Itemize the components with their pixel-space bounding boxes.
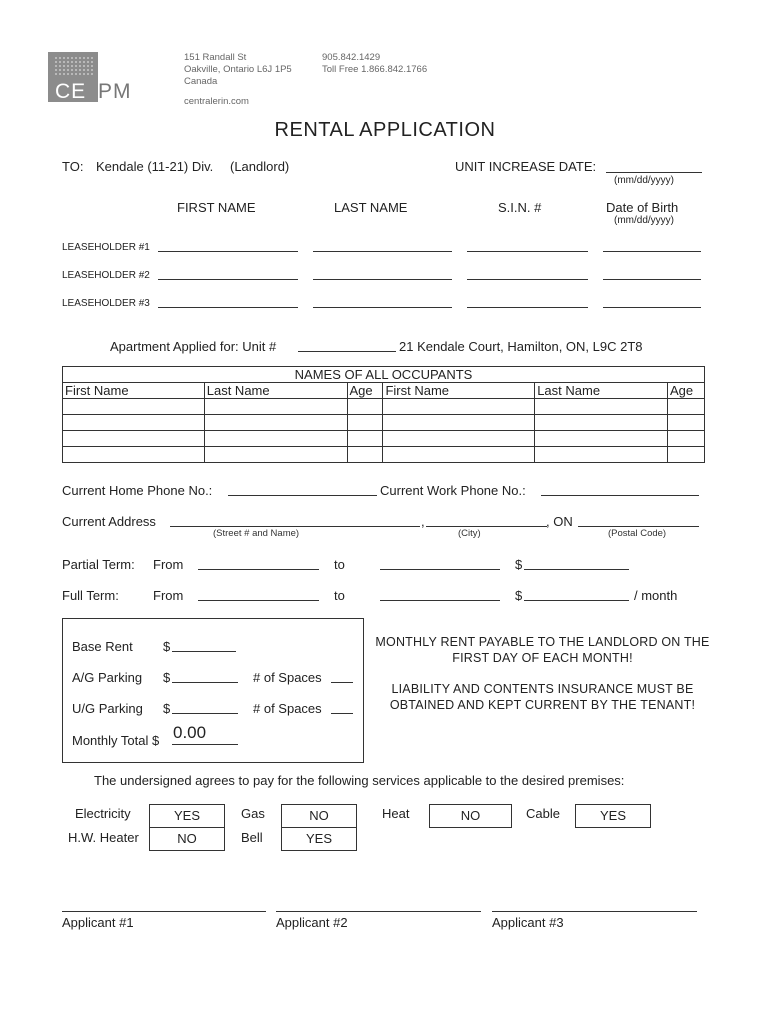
- occupant-cell[interactable]: [347, 447, 383, 463]
- full-term-from-field[interactable]: [198, 600, 319, 601]
- ug-parking-field[interactable]: [172, 713, 238, 714]
- bell-label: Bell: [241, 830, 263, 845]
- occupant-cell[interactable]: [347, 431, 383, 447]
- header-first-name: FIRST NAME: [177, 200, 256, 215]
- apartment-unit-field[interactable]: [298, 351, 396, 352]
- address-comma: ,: [421, 514, 425, 529]
- partial-term-from-label: From: [153, 557, 184, 572]
- occupant-cell[interactable]: [535, 415, 668, 431]
- company-toll-free: Toll Free 1.866.842.1766: [322, 64, 428, 75]
- monthly-total-value[interactable]: 0.00: [173, 723, 207, 742]
- monthly-total-label: Monthly Total $: [72, 733, 160, 748]
- unit-increase-date-field[interactable]: [606, 172, 702, 173]
- leaseholder-3-sin-field[interactable]: [467, 307, 588, 308]
- logo-pattern: [54, 56, 94, 76]
- header-dob-format: (mm/dd/yyyy): [614, 215, 674, 226]
- ag-parking-label: A/G Parking: [72, 670, 143, 685]
- ag-parking-field[interactable]: [172, 682, 238, 683]
- street-hint: (Street # and Name): [213, 528, 300, 539]
- occupant-cell[interactable]: [667, 415, 704, 431]
- occupant-cell[interactable]: [383, 415, 535, 431]
- home-phone-label: Current Home Phone No.:: [62, 483, 213, 498]
- gas-label: Gas: [241, 806, 265, 821]
- leaseholder-1-last-name-field[interactable]: [313, 251, 452, 252]
- col-age-1: Age: [347, 383, 383, 399]
- heat-value[interactable]: NO: [429, 804, 512, 828]
- page-title: RENTAL APPLICATION: [274, 119, 496, 141]
- city-field[interactable]: [426, 526, 547, 527]
- company-phone: 905.842.1429: [322, 52, 381, 63]
- city-hint: (City): [458, 528, 481, 539]
- bell-value[interactable]: YES: [281, 827, 357, 851]
- home-phone-field[interactable]: [228, 495, 377, 496]
- cable-value[interactable]: YES: [575, 804, 651, 828]
- occupants-title-row: [63, 367, 705, 383]
- unit-increase-date-format: (mm/dd/yyyy): [614, 175, 674, 186]
- occupant-cell[interactable]: [204, 447, 347, 463]
- leaseholder-1-sin-field[interactable]: [467, 251, 588, 252]
- hw-heater-value[interactable]: NO: [149, 827, 225, 851]
- leaseholder-1-first-name-field[interactable]: [158, 251, 298, 252]
- occupant-cell[interactable]: [535, 447, 668, 463]
- leaseholder-1-dob-field[interactable]: [603, 251, 701, 252]
- occupant-cell[interactable]: [383, 399, 535, 415]
- occupant-cell[interactable]: [667, 447, 704, 463]
- company-address-line1: 151 Randall St: [184, 52, 247, 63]
- company-website: centralerin.com: [184, 96, 249, 107]
- occupant-cell[interactable]: [535, 399, 668, 415]
- electricity-label: Electricity: [75, 806, 131, 821]
- occupant-cell[interactable]: [63, 415, 205, 431]
- apartment-label: Apartment Applied for: Unit #: [110, 339, 277, 354]
- services-intro: The undersigned agrees to pay for the following services applicable to the desired premises:: [94, 773, 625, 788]
- applicant-3-signature-line[interactable]: [492, 911, 697, 912]
- occupant-cell[interactable]: [63, 399, 205, 415]
- partial-term-to-field[interactable]: [380, 569, 500, 570]
- ug-spaces-label: # of Spaces: [253, 701, 322, 716]
- base-rent-label: Base Rent: [72, 639, 133, 654]
- postal-code-field[interactable]: [578, 526, 699, 527]
- heat-label: Heat: [382, 806, 410, 821]
- occupant-cell[interactable]: [383, 431, 535, 447]
- applicant-2-signature-line[interactable]: [276, 911, 481, 912]
- company-address-line3: Canada: [184, 76, 218, 87]
- applicant-3-label: Applicant #3: [492, 915, 564, 930]
- base-rent-dollar: $: [163, 639, 171, 654]
- header-dob: Date of Birth: [606, 200, 679, 215]
- table-row: [63, 399, 705, 415]
- company-address-line2: Oakville, Ontario L6J 1P5: [184, 64, 292, 75]
- full-term-to-label: to: [334, 588, 345, 603]
- occupant-cell[interactable]: [204, 415, 347, 431]
- base-rent-field[interactable]: [172, 651, 236, 652]
- col-last-name-2: Last Name: [535, 383, 668, 399]
- col-last-name-1: Last Name: [204, 383, 347, 399]
- leaseholder-2-sin-field[interactable]: [467, 279, 588, 280]
- cable-label: Cable: [526, 806, 560, 821]
- occupant-cell[interactable]: [667, 431, 704, 447]
- full-term-amount-field[interactable]: [524, 600, 629, 601]
- leaseholder-2-label: LEASEHOLDER #2: [62, 270, 150, 281]
- leaseholder-3-label: LEASEHOLDER #3: [62, 298, 150, 309]
- full-term-dollar: $: [515, 588, 523, 603]
- occupant-cell[interactable]: [535, 431, 668, 447]
- applicant-1-label: Applicant #1: [62, 915, 134, 930]
- occupant-cell[interactable]: [204, 431, 347, 447]
- leaseholder-3-first-name-field[interactable]: [158, 307, 298, 308]
- table-row: [63, 415, 705, 431]
- occupants-title: NAMES OF ALL OCCUPANTS: [63, 367, 705, 383]
- ug-parking-label: U/G Parking: [72, 701, 143, 716]
- work-phone-field[interactable]: [541, 495, 699, 496]
- full-term-from-label: From: [153, 588, 184, 603]
- occupants-table: [62, 366, 705, 463]
- ag-parking-dollar: $: [163, 670, 171, 685]
- applicant-1-signature-line[interactable]: [62, 911, 266, 912]
- work-phone-label: Current Work Phone No.:: [380, 483, 526, 498]
- col-first-name-1: First Name: [63, 383, 205, 399]
- header-sin: S.I.N. #: [498, 200, 542, 215]
- gas-value[interactable]: NO: [281, 804, 357, 828]
- full-term-label: Full Term:: [62, 588, 119, 603]
- to-label: TO:: [62, 159, 84, 174]
- per-month-label: / month: [634, 588, 678, 603]
- electricity-value[interactable]: YES: [149, 804, 225, 828]
- occupant-cell[interactable]: [667, 399, 704, 415]
- leaseholder-2-dob-field[interactable]: [603, 279, 701, 280]
- landlord-name: Kendale (11-21) Div.: [96, 159, 214, 174]
- leaseholder-3-dob-field[interactable]: [603, 307, 701, 308]
- col-first-name-2: First Name: [383, 383, 535, 399]
- occupant-cell[interactable]: [204, 399, 347, 415]
- applicant-2-label: Applicant #2: [276, 915, 348, 930]
- col-age-2: Age: [667, 383, 704, 399]
- postal-hint: (Postal Code): [608, 528, 667, 539]
- insurance-notice: LIABILITY AND CONTENTS INSURANCE MUST BE OBTAINED AND KEPT CURRENT BY THE TENANT!: [389, 682, 696, 712]
- ag-spaces-field[interactable]: [331, 682, 353, 683]
- hw-heater-label: H.W. Heater: [68, 830, 139, 845]
- street-field[interactable]: [170, 526, 420, 527]
- ug-parking-dollar: $: [163, 701, 171, 716]
- table-row: [63, 447, 705, 463]
- full-term-to-field[interactable]: [380, 600, 500, 601]
- current-address-label: Current Address: [62, 514, 156, 529]
- header-last-name: LAST NAME: [334, 200, 408, 215]
- province-label: , ON: [546, 514, 573, 529]
- partial-term-from-field[interactable]: [198, 569, 319, 570]
- unit-increase-label: UNIT INCREASE DATE:: [455, 159, 597, 174]
- partial-term-dollar: $: [515, 557, 523, 572]
- ug-spaces-field[interactable]: [331, 713, 353, 714]
- partial-term-label: Partial Term:: [62, 557, 135, 572]
- leaseholder-2-last-name-field[interactable]: [313, 279, 452, 280]
- apartment-address: 21 Kendale Court, Hamilton, ON, L9C 2T8: [399, 339, 643, 354]
- logo-text-ce: CE: [55, 80, 87, 103]
- table-row: [63, 431, 705, 447]
- occupant-cell[interactable]: [63, 447, 205, 463]
- rent-payable-notice: MONTHLY RENT PAYABLE TO THE LANDLORD ON THE FIRST DAY OF EACH MONTH!: [375, 635, 710, 665]
- partial-term-amount-field[interactable]: [524, 569, 629, 570]
- occupant-cell[interactable]: [383, 447, 535, 463]
- leaseholder-2-first-name-field[interactable]: [158, 279, 298, 280]
- ag-spaces-label: # of Spaces: [253, 670, 322, 685]
- occupants-header-row: [63, 383, 705, 399]
- leaseholder-1-label: LEASEHOLDER #1: [62, 242, 150, 253]
- logo-text-pm: PM: [98, 80, 132, 103]
- monthly-total-field: [172, 744, 238, 745]
- partial-term-to-label: to: [334, 557, 345, 572]
- occupant-cell[interactable]: [347, 399, 383, 415]
- occupant-cell[interactable]: [347, 415, 383, 431]
- landlord-label: (Landlord): [230, 159, 290, 174]
- leaseholder-3-last-name-field[interactable]: [313, 307, 452, 308]
- occupant-cell[interactable]: [63, 431, 205, 447]
